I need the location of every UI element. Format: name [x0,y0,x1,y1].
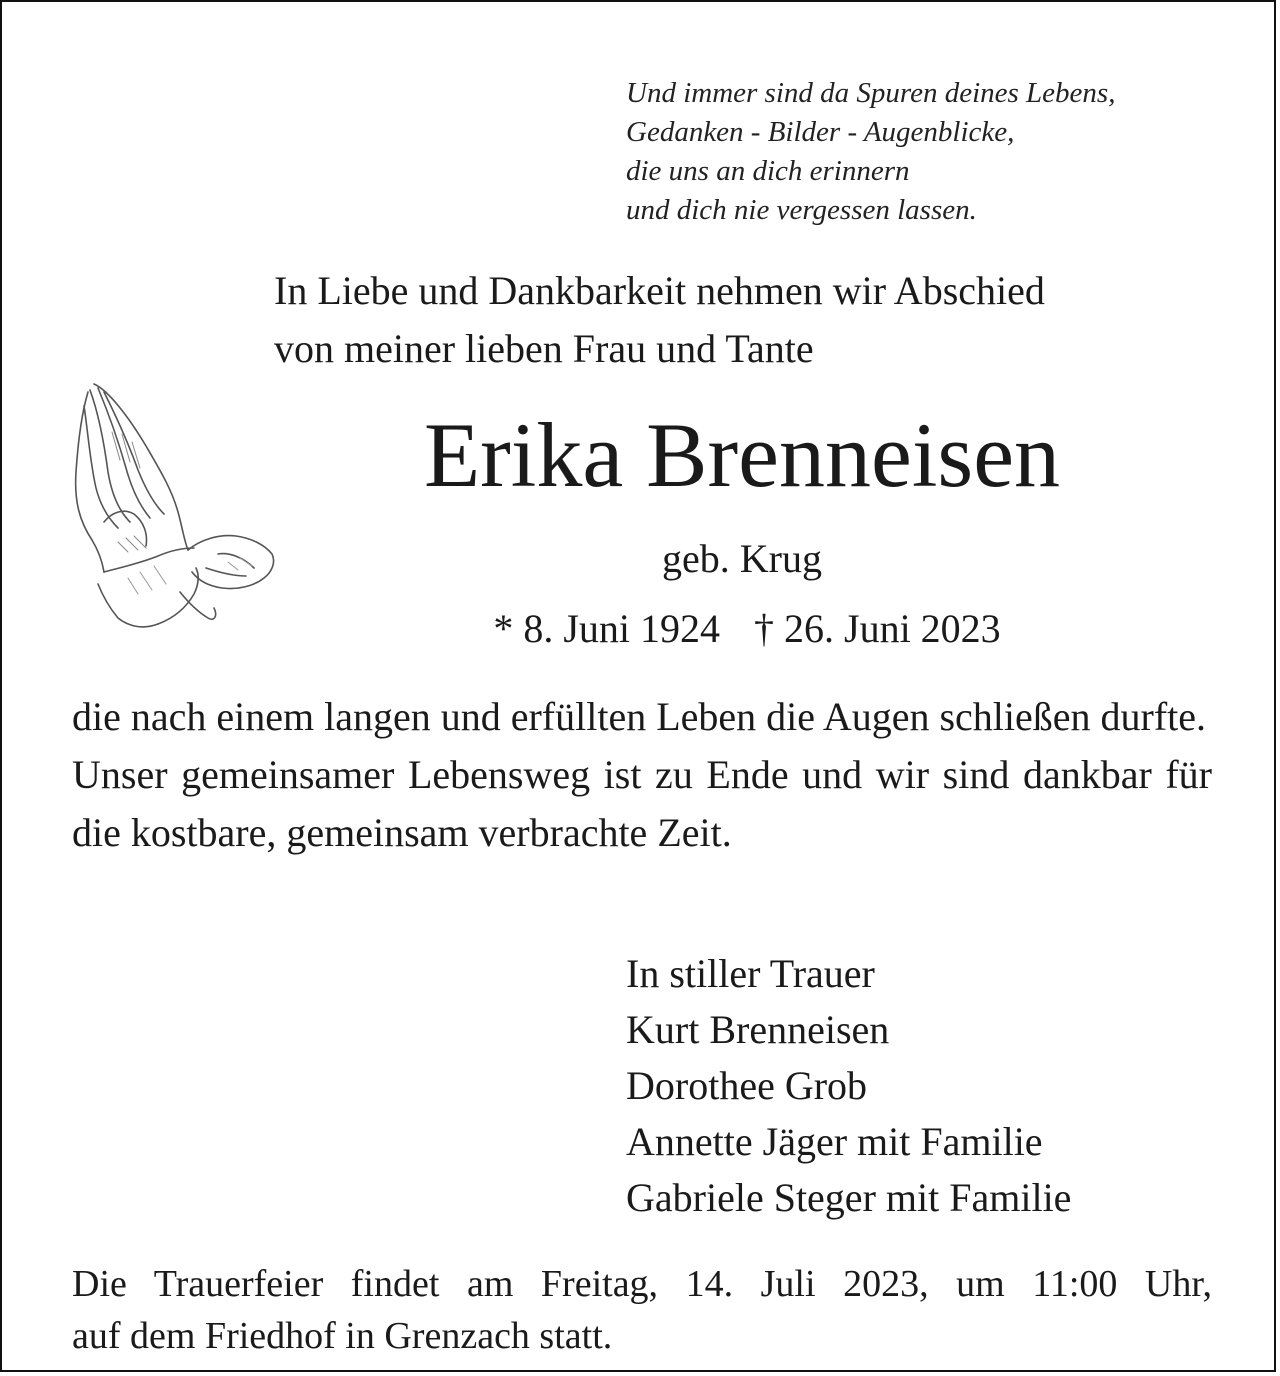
mourner-name: Kurt Brenneisen [626,1007,890,1052]
poem-line: die uns an dich erinnern [626,155,910,187]
praying-hands-icon [68,372,278,634]
intro-line: In Liebe und Dankbarkeit nehmen wir Abschied [274,268,1045,313]
funeral-service-info [72,1258,1212,1362]
life-dates [382,604,1112,654]
mourner-name: Dorothee Grob [626,1063,868,1108]
mourner-name: Annette Jäger mit Familie [626,1119,1043,1164]
body-paragraph: die nach einem langen und erfüllten Leben die Augen schließen durfte. [72,694,1207,739]
obituary-body [72,688,1212,862]
birth-date: * 8. Juni 1924 [493,606,720,651]
intro-text [274,262,1045,378]
death-date: † 26. Juni 2023 [754,606,1001,651]
poem-line: Und immer sind da Spuren deines Lebens, [626,77,1116,109]
intro-line: von meiner lieben Frau und Tante [274,326,814,371]
poem-line: Gedanken - Bilder - Augenblicke, [626,116,1015,148]
mourners-list [626,946,1071,1226]
service-line: Die Trauerfeier findet am Freitag, 14. Juli 2023, um 11:00 Uhr, [72,1263,1212,1305]
body-paragraph: Unser gemeinsamer Lebensweg ist zu Ende und wir sind dankbar für die kostbare, gemeinsam verbrachte Zeit. [72,752,1212,855]
memorial-poem [626,74,1115,230]
deceased-name: Erika Brenneisen [423,404,1061,506]
service-line: auf dem Friedhof in Grenzach statt. [72,1315,613,1357]
maiden-name: geb. Krug [662,536,822,581]
mourner-name: Gabriele Steger mit Familie [626,1175,1072,1220]
poem-line: und dich nie vergessen lassen. [626,194,977,226]
mourners-heading: In stiller Trauer [626,951,875,996]
